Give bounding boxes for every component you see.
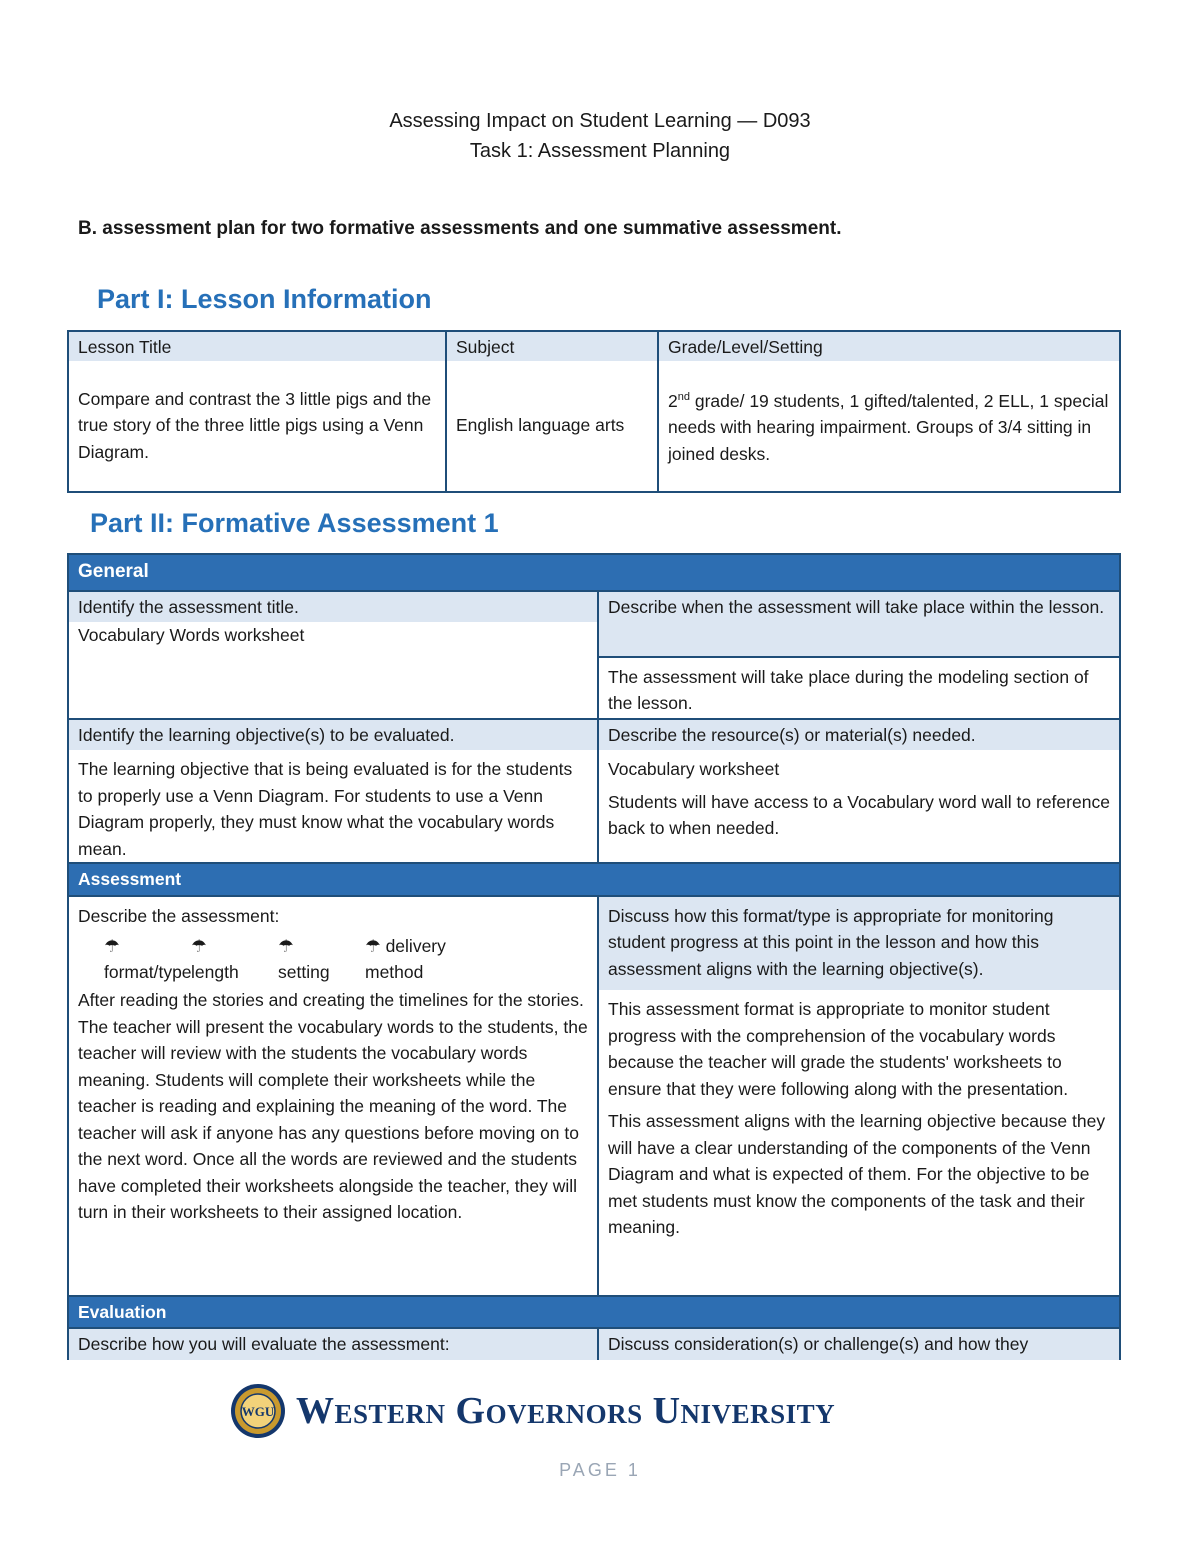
evaluation-bar: Evaluation bbox=[68, 1296, 1120, 1329]
discuss-value-1: This assessment format is appropriate to monitor student progress with the comprehension of the vocabulary words because the teacher will grade the students' worksheets to ensure that they were following along with the presentation. bbox=[608, 999, 1069, 1099]
doc-header-task: Task 1: Assessment Planning bbox=[469, 140, 731, 162]
col-header-grade: Grade/Level/Setting bbox=[658, 331, 1120, 361]
part2-title: Part II: Formative Assessment 1 bbox=[90, 508, 499, 538]
lesson-title-value: Compare and contrast the 3 little pigs and the true story of the three little pigs using a Venn Diagram. bbox=[78, 388, 432, 462]
formative-assessment-table bbox=[67, 553, 1121, 1360]
general-bar: General bbox=[68, 554, 1120, 591]
grade-value: 2nd grade/ 19 students, 1 gifted/talented, 2 ELL, 1 special needs with hearing impairment. Groups of 3/4 sitting in joined desks. bbox=[658, 361, 1120, 492]
discuss-cell bbox=[598, 896, 1120, 1296]
objective-value: The learning objective that is being evaluated is for the students to properly use a Venn Diagram. For students to use a Venn Diagram properly, they must know what the vocabulary words mean. bbox=[78, 759, 573, 859]
resources-value-2: Students will have access to a Vocabulary word wall to reference back to when needed. bbox=[608, 791, 1110, 838]
describe-assessment-cell bbox=[68, 896, 598, 1296]
checklist-item-setting bbox=[278, 933, 365, 985]
challenge-label: Discuss consideration(s) or challenge(s) and how they bbox=[599, 1329, 1119, 1360]
assessment-title-cell bbox=[68, 591, 598, 719]
doc-header-course: Assessing Impact on Student Learning — D093 bbox=[389, 110, 811, 132]
intro-statement: B. assessment plan for two formative assessments and one summative assessment. bbox=[78, 218, 842, 239]
when-label: Describe when the assessment will take place within the lesson. bbox=[598, 591, 1120, 657]
lesson-info-table bbox=[67, 330, 1121, 493]
checklist-label-delivery: delivery method bbox=[365, 936, 446, 982]
page-number: PAGE 1 bbox=[559, 1460, 641, 1480]
checklist-item-length bbox=[191, 933, 278, 985]
seal-lettering: WGU bbox=[241, 1404, 275, 1419]
wgu-wordmark: Western Governors University bbox=[296, 1390, 836, 1432]
describe-assessment-value: After reading the stories and creating the timelines for the stories. The teacher will present the vocabulary words to the students, the teacher will review with the students the vocabulary words meaning. Students will complete their worksheets while the teacher is reading and explaining the meaning of the word. The teacher will ask if anyone has any questions before moving on to the next word. Once all the words are reviewed and the students have completed their worksheets alongside the teacher, they will turn in their worksheets to their assigned location. bbox=[78, 990, 588, 1222]
resources-label: Describe the resource(s) or material(s) needed. bbox=[599, 720, 1119, 751]
discuss-value-2: This assessment aligns with the learning objective because they will have a clear understanding of the components of the Venn Diagram and what is expected of them. For the objective to be met students must know the components of the task and their meaning. bbox=[608, 1111, 1106, 1237]
challenge-cell bbox=[598, 1328, 1120, 1360]
wgu-seal-icon bbox=[230, 1383, 286, 1439]
assessment-title-label: Identify the assessment title. bbox=[69, 592, 597, 623]
objective-label: Identify the learning objective(s) to be evaluated. bbox=[69, 720, 597, 751]
describe-assessment-label: Describe the assessment: bbox=[78, 905, 280, 926]
subject-value: English language arts bbox=[446, 361, 658, 492]
resources-value-1: Vocabulary worksheet bbox=[608, 759, 780, 779]
assessment-checklist bbox=[104, 933, 588, 985]
resources-cell bbox=[598, 719, 1120, 864]
evaluate-label: Describe how you will evaluate the assessment: bbox=[69, 1329, 597, 1360]
col-header-subject: Subject bbox=[446, 331, 658, 361]
checklist-label-format: format/type bbox=[104, 962, 192, 982]
part1-title: Part I: Lesson Information bbox=[97, 284, 432, 314]
discuss-label: Discuss how this format/type is appropriate for monitoring student progress at this point in the lesson and how this assessment aligns with the learning objective(s). bbox=[599, 897, 1119, 991]
umbrella-bullet-icon: ☂ bbox=[191, 936, 207, 956]
when-value: The assessment will take place during the modeling section of the lesson. bbox=[598, 657, 1120, 719]
assessment-bar: Assessment bbox=[68, 863, 1120, 896]
wgu-logo bbox=[230, 1383, 835, 1439]
umbrella-bullet-icon: ☂ bbox=[278, 936, 294, 956]
checklist-item-format bbox=[104, 933, 191, 985]
umbrella-bullet-icon: ☂ bbox=[365, 936, 381, 956]
checklist-item-delivery bbox=[365, 933, 505, 985]
objective-cell bbox=[68, 719, 598, 864]
evaluate-cell bbox=[68, 1328, 598, 1360]
col-header-lesson-title: Lesson Title bbox=[68, 331, 446, 361]
umbrella-bullet-icon: ☂ bbox=[104, 936, 120, 956]
checklist-label-length: length bbox=[191, 962, 239, 982]
assessment-title-value: Vocabulary Words worksheet bbox=[78, 625, 305, 645]
checklist-label-setting: setting bbox=[278, 962, 330, 982]
